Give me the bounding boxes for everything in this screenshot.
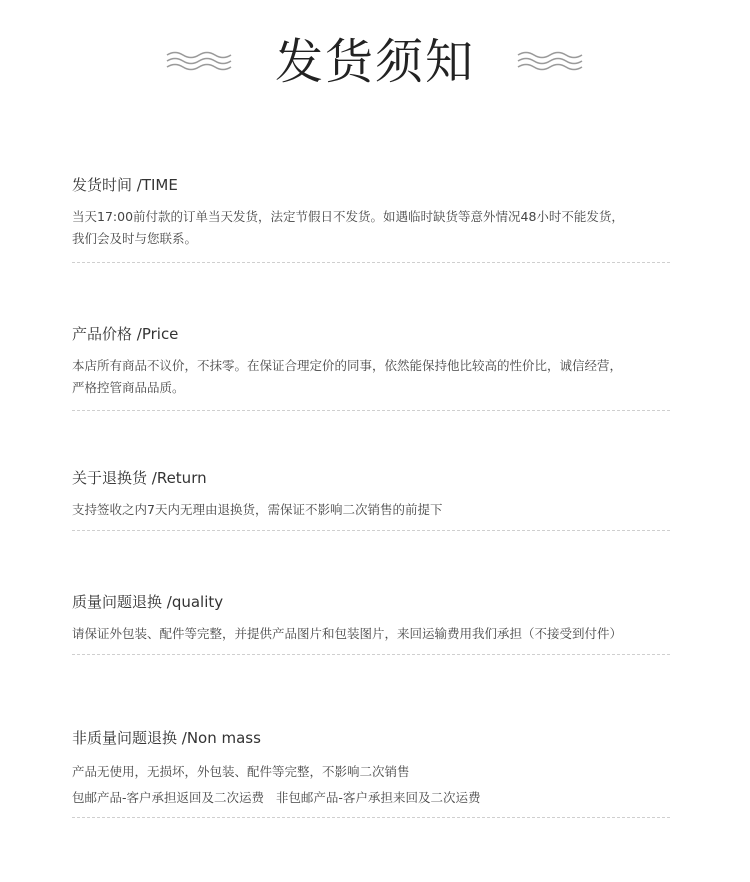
section-title: 非质量问题退换 /Non mass (72, 729, 261, 747)
section-title: 质量问题退换 /quality (72, 593, 224, 611)
section-return (72, 468, 672, 521)
dashed-divider (72, 654, 670, 655)
text-line: 本店所有商品不议价，不抹零。在保证合理定价的同事，依然能保持他比较高的性价比，诚信经营， (72, 358, 623, 373)
text-line: 请保证外包装、配件等完整，并提供产品图片和包装图片，来回运输费用我们承担（不接受到付件） (72, 626, 623, 641)
dashed-divider (72, 262, 670, 263)
dashed-divider (72, 817, 670, 818)
text-line: 包邮产品-客户承担返回及二次运费 非包邮产品-客户承担来回及二次运费 (72, 790, 481, 805)
text-line: 我们会及时与您联系。 (72, 231, 198, 246)
section-quality (72, 592, 672, 645)
text-line: 当天17:00前付款的订单当天发货，法定节假日不发货。如遇临时缺货等意外情况48小时不能发货， (72, 209, 624, 224)
text-line: 严格控管商品品质。 (72, 380, 185, 395)
text-line: 支持签收之内7天内无理由退换货，需保证不影响二次销售的前提下 (72, 502, 443, 517)
text-line: 产品无使用，无损坏，外包装、配件等完整，不影响二次销售 (72, 764, 410, 779)
page-title: 发货须知 (274, 34, 475, 90)
section-text (72, 759, 672, 811)
section-title: 产品价格 /Price (72, 325, 179, 343)
section-price (72, 324, 672, 399)
section-title: 发货时间 /TIME (72, 176, 178, 194)
section-shipping-time (72, 175, 672, 250)
dashed-divider (72, 410, 670, 411)
header (0, 0, 750, 130)
section-text (72, 206, 672, 250)
section-title: 关于退换货 /Return (72, 469, 207, 487)
section-text (72, 499, 672, 521)
dashed-divider (72, 530, 670, 531)
section-text (72, 623, 672, 645)
wave-decoration-icon (516, 50, 588, 74)
section-text (72, 355, 672, 399)
section-non-quality (72, 728, 672, 811)
